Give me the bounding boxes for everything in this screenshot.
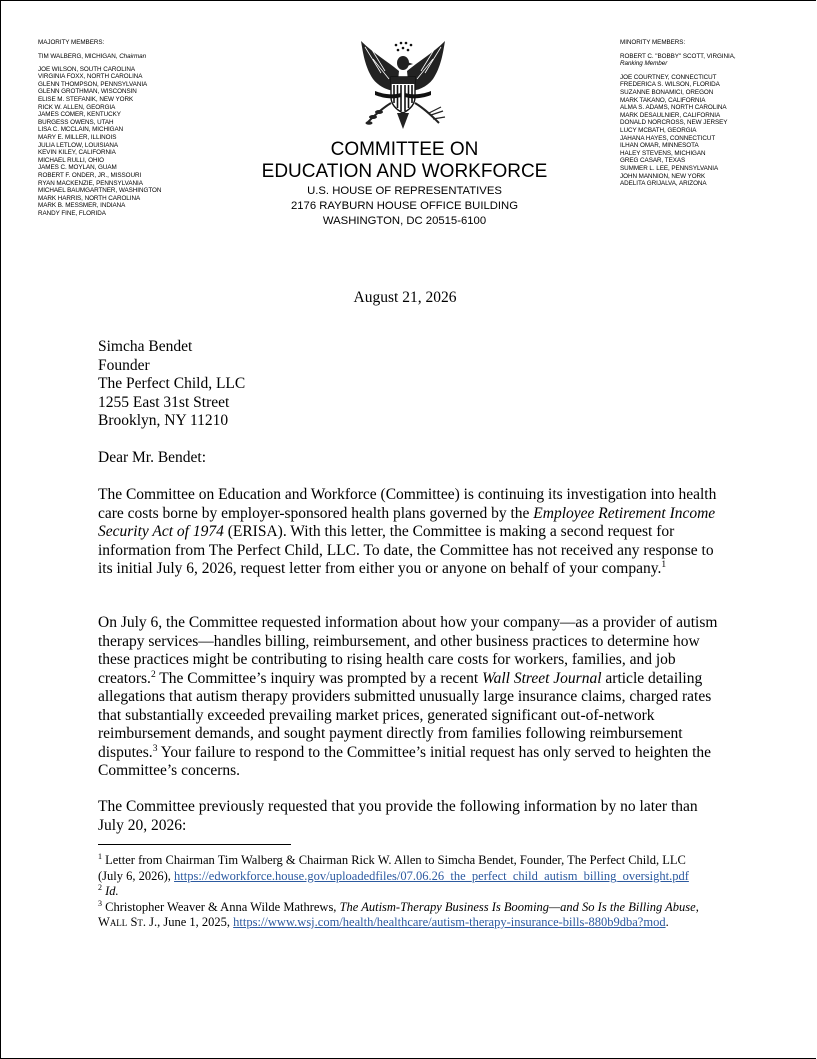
member-name: JOE COURTNEY, CONNECTICUT	[620, 73, 717, 81]
member-name: JAMES C. MOYLAN, GUAM	[38, 164, 117, 172]
member-name: JOE WILSON, SOUTH CAROLINA	[38, 65, 136, 73]
paragraph-3: The Committee previously requested that you provide the following information by no later than July 20, 2026:	[98, 798, 698, 834]
member-name: GLENN THOMPSON, PENNSYLVANIA	[38, 80, 148, 88]
footnote-3-link[interactable]: https://www.wsj.com/health/healthcare/autism-therapy-insurance-bills-880b9dba?mod	[233, 915, 666, 929]
member-name: JAHANA HAYES, CONNECTICUT	[620, 134, 716, 142]
footnote-ref[interactable]: 1	[661, 559, 667, 570]
member-name: ROBERT F. ONDER, JR., MISSOURI	[38, 172, 142, 179]
footnote-2: $^2$ Id.	[98, 882, 119, 898]
house-line: U.S. HOUSE OF REPRESENTATIVES	[307, 185, 502, 197]
address-line: Founder	[98, 356, 150, 374]
member-name: KEVIN KILEY, CALIFORNIA	[38, 149, 116, 157]
address-line: 1255 East 31st Street	[98, 393, 230, 411]
footnote-3: $^3$ Christopher Weaver & Anna Wilde Mathrews, The Autism-Therapy Business Is Booming—and So Is the Billing Abuse, Wall St. J., June 1, 2025, https://www.wsj.com/health/healthcare/autism-therapy-insurance-bills-880b9dba?mod.	[98, 898, 699, 929]
member-name: SUZANNE BONAMICI, OREGON	[620, 88, 714, 96]
footnotes	[98, 853, 710, 931]
paragraph-2: On July 6, the Committee requested information about how your company—as a provider of autism therapy services—handles billing, reimbursement, and other business practices to determine how these practices might be contributing to rising health care costs for workers, families, and job creators.$^2$ The Committee’s inquiry was prompted by a recent Wall Street Journal article detailing allegations that autism therapy providers submitted unusually large insurance claims, charged rates that substantially exceeded prevailing market prices, generated significant out-of-network reimbursement demands, and sought payment directly from families following reimbursement disputes.$^3$ Your failure to respond to the Committee’s initial request has only served to heighten the Committee’s concerns.	[98, 614, 718, 779]
address-line: Brooklyn, NY 11210	[98, 412, 229, 429]
member-name: MARK DESAULNIER, CALIFORNIA	[620, 111, 721, 119]
minority-heading: MINORITY MEMBERS:	[620, 39, 686, 46]
member-name: HALEY STEVENS, MICHIGAN	[620, 149, 706, 157]
salutation: Dear Mr. Bendet:	[98, 449, 207, 466]
letterhead	[251, 139, 558, 229]
ranking-member-role: Ranking Member	[620, 60, 668, 68]
minority-ranking-member: ROBERT C. "BOBBY" SCOTT, VIRGINIA,	[620, 52, 736, 60]
member-name: ADELITA GRIJALVA, ARIZONA	[620, 180, 707, 188]
member-name: MICHAEL BAUMGARTNER, WASHINGTON	[38, 187, 162, 195]
footnote-1-link[interactable]: https://edworkforce.house.gov/uploadedfiles/07.06.26_the_perfect_child_autism_billing_oversight.pdf	[174, 868, 689, 883]
member-name: SUMMER L. LEE, PENNSYLVANIA	[620, 164, 719, 172]
paragraph-1: The Committee on Education and Workforce (Committee) is continuing its investigation into health care costs borne by employer-sponsored health plans governed by the Employee Retirement Income Security Act of 1974 (ERISA). With this letter, the Committee is making a second request for information from The Perfect Child, LLC. To date, the Committee has not received any response to its initial July 6, 2026, request letter from either you or anyone on behalf of your company.$^1$	[98, 486, 717, 577]
address-line: The Perfect Child, LLC	[98, 375, 246, 392]
member-name: MARK TAKANO, CALIFORNIA	[620, 96, 706, 104]
member-name: DONALD NORCROSS, NEW JERSEY	[620, 119, 728, 127]
recipient-address	[98, 338, 720, 431]
footnote-divider	[98, 844, 291, 845]
city-line: WASHINGTON, DC 20515-6100	[322, 215, 487, 227]
member-name: RICK W. ALLEN, GEORGIA	[38, 103, 116, 111]
footnote-ref[interactable]: 3	[152, 743, 158, 754]
majority-heading: MAJORITY MEMBERS:	[38, 39, 105, 46]
member-name: JULIA LETLOW, LOUISIANA	[38, 141, 119, 149]
minority-members-list	[620, 39, 736, 188]
member-name: LUCY MCBATH, GEORGIA	[620, 126, 697, 134]
committee-title-line2: EDUCATION AND WORKFORCE	[261, 161, 548, 182]
member-name: RANDY FINE, FLORIDA	[38, 209, 106, 217]
member-name: LISA C. MCCLAIN, MICHIGAN	[38, 126, 124, 134]
member-name: GREG CASAR, TEXAS	[620, 157, 686, 165]
member-name: ILHAN OMAR, MINNESOTA	[620, 142, 699, 150]
letter-date: August 21, 2026	[353, 289, 457, 306]
member-name: BURGESS OWENS, UTAH	[38, 118, 114, 126]
member-name: MARK B. MESSMER, INDIANA	[38, 202, 126, 210]
address-line: Simcha Bendet	[98, 338, 193, 355]
member-name: GLENN GROTHMAN, WISCONSIN	[38, 88, 137, 96]
member-name: JAMES COMER, KENTUCKY	[38, 111, 121, 119]
footnote-ref[interactable]: 2	[150, 669, 156, 680]
member-name: FREDERICA S. WILSON, FLORIDA	[620, 81, 720, 89]
member-name: ELISE M. STEFANIK, NEW YORK	[38, 96, 134, 104]
member-name: ALMA S. ADAMS, NORTH CAROLINA	[620, 104, 727, 112]
building-line: 2176 RAYBURN HOUSE OFFICE BUILDING	[290, 200, 519, 212]
footnote-1: $^1$ Letter from Chairman Tim Walberg & Chairman Rick W. Allen to Simcha Bendet, Founder, The Perfect Child, LLC (July 6, 2026), https://edworkforce.house.gov/uploadedfiles/07.06.26_the_perfect_child_autism_billing_oversight.pdf	[98, 851, 689, 883]
committee-title-line1: COMMITTEE ON	[330, 139, 479, 160]
member-name: MARK HARRIS, NORTH CAROLINA	[38, 194, 141, 202]
member-name: RYAN MACKENZIE, PENNSYLVANIA	[38, 179, 143, 187]
member-name: MARY E. MILLER, ILLINOIS	[38, 134, 117, 142]
member-name: JOHN MANNION, NEW YORK	[620, 172, 706, 180]
member-name: VIRGINIA FOXX, NORTH CAROLINA	[38, 73, 143, 81]
member-name: MICHAEL RULLI, OHIO	[38, 156, 104, 164]
majority-chair: TIM WALBERG, MICHIGAN, Chairman	[38, 52, 147, 60]
majority-members-list	[38, 39, 161, 218]
eagle-seal-icon	[351, 33, 455, 133]
